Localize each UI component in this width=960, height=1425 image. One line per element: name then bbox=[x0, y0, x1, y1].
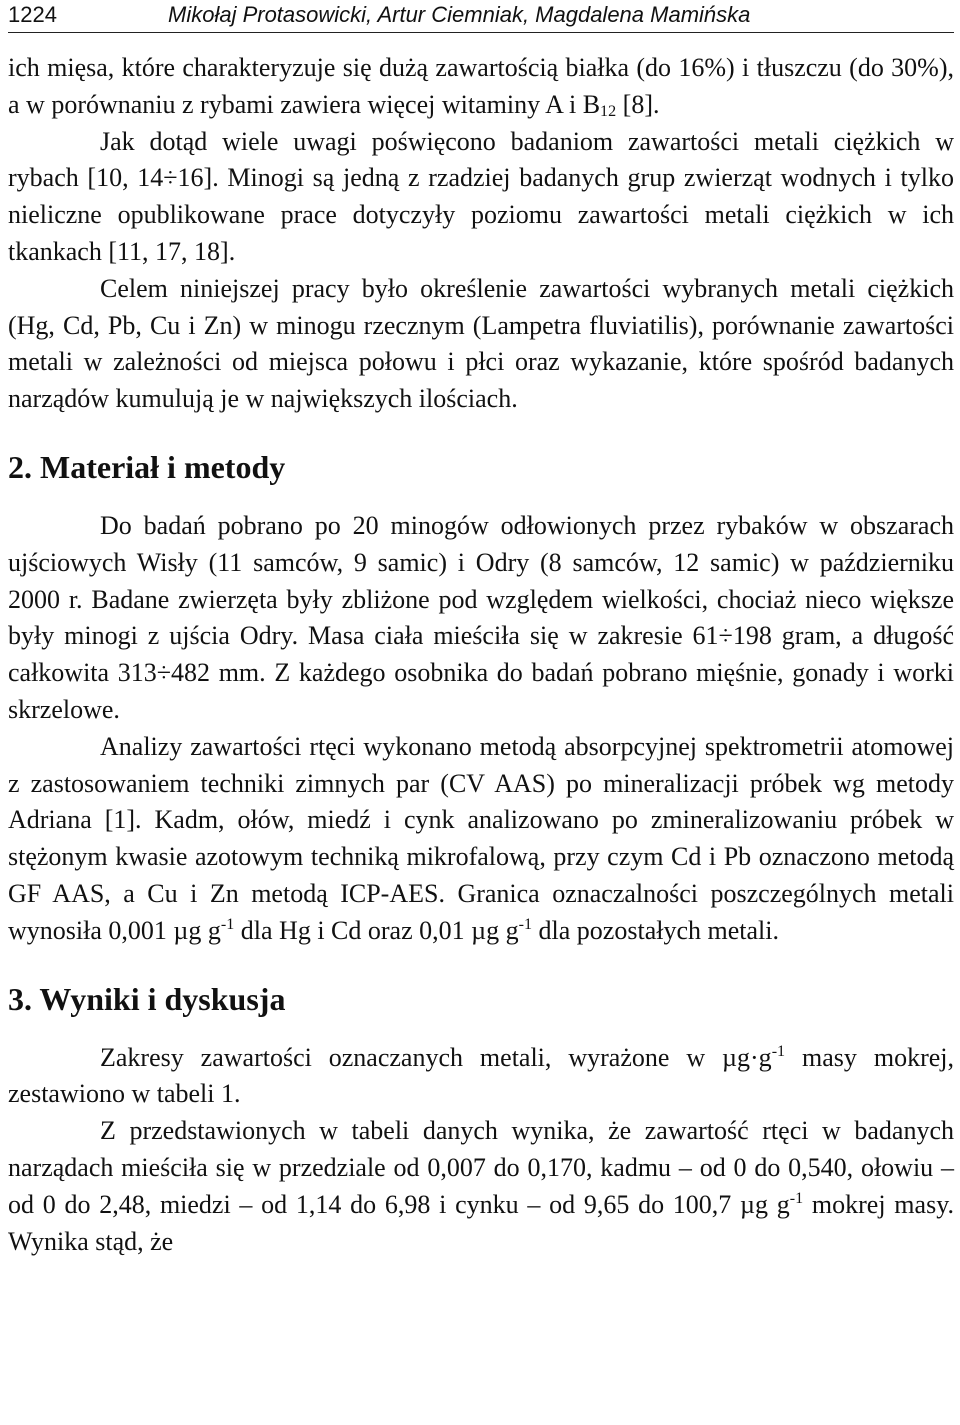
subscript: 12 bbox=[600, 103, 617, 121]
section-heading-results: 3. Wyniki i dyskusja bbox=[8, 980, 286, 1017]
article-body bbox=[8, 50, 954, 1260]
section-heading-materials-methods: 2. Materiał i metody bbox=[8, 448, 286, 485]
page-number: 1224 bbox=[8, 2, 57, 27]
paragraph-prior-research: Jak dotąd wiele uwagi poświęcono badaniom zawartości metali ciężkich w rybach [10, 14÷16]. Minogi są jedną z rzadziej badanych grup zwierząt wodnych i tylko nieliczne opublikowane prace dotyczyły poziomu zawartości metali ciężkich w ich tkankach [11, 17, 18]. bbox=[8, 126, 954, 266]
paragraph-continuation: ich mięsa, które charakteryzuje się dużą zawartością białka (do 16%) i tłuszczu (do 30%), a w porównaniu z rybami zawiera więcej witaminy A i $B_{12}$ [8]. bbox=[8, 53, 954, 121]
superscript: -1 bbox=[789, 1189, 804, 1207]
paragraph-results: Z przedstawionych w tabeli danych wynika, że zawartość rtęci w badanych narządach mieściła się w przedziale od 0,007 do 0,170, kadmu – od 0 do 0,540, ołowiu – od 0 do 2,48, miedzi – od 1,14 do 6,98 i cynku – od 9,65 do 100,7 µg $g^{-1}$ mokrej masy. Wynika stąd, że bbox=[8, 1116, 954, 1256]
running-header bbox=[8, 0, 954, 33]
superscript: -1 bbox=[771, 1042, 786, 1060]
paragraph-analysis: Analizy zawartości rtęci wykonano metodą absorpcyjnej spektrometrii atomowej z zastosowaniem techniki zimnych par (CV AAS) po mineralizacji próbek wg metody Adriana [1]. Kadm, ołów, miedź i cynk analizowano po zmineralizowaniu próbek w stężonym kwasie azotowym techniką mikrofalową, przy czym Cd i Pb oznaczono metodą GF AAS, a Cu i Zn metodą ICP-AES. Granica oznaczalności poszczególnych metali wynosiła 0,001 µg $g^{-1}$ dla Hg i Cd oraz 0,01 µg $g^{-1}$ dla pozostałych metali. bbox=[8, 731, 954, 945]
superscript: -1 bbox=[518, 915, 533, 933]
paragraph-samples: Do badań pobrano po 20 minogów odłowionych przez rybaków w obszarach ujściowych Wisły (11 samców, 9 samic) i Odry (8 samców, 12 samic) w październiku 2000 r. Badane zwierzęta były zbliżone pod względem wielkości, chociaż nieco większe były minogi z ujścia Odry. Masa ciała mieściła się w zakresie 61÷198 gram, a długość całkowita 313÷482 mm. Z każdego osobnika do badań pobrano mięśnie, gonady i worki skrzelowe. bbox=[8, 510, 954, 724]
superscript: -1 bbox=[220, 915, 235, 933]
running-authors: Mikołaj Protasowicki, Artur Ciemniak, Magdalena Mamińska bbox=[168, 2, 751, 27]
paragraph-table-reference: Zakresy zawartości oznaczanych metali, wyrażone w $\mu g\cdot g^{-1}$ masy mokrej, zestawiono w tabeli 1. bbox=[8, 1042, 954, 1109]
paragraph-aim: Celem niniejszej pracy było określenie zawartości wybranych metali ciężkich (Hg, Cd, Pb, Cu i Zn) w minogu rzecznym (Lampetra fluviatilis), porównanie zawartości metali w zależności od miejsca połowu i płci oraz wykazanie, które spośród badanych narządów kumulują je w największych ilościach. bbox=[8, 273, 954, 414]
